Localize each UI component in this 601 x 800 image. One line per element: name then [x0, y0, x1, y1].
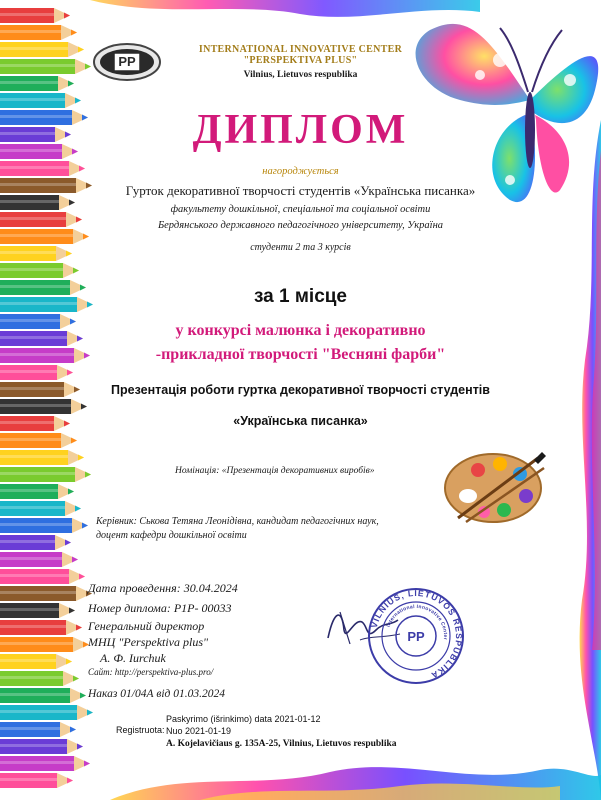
pencil-icon	[0, 399, 87, 414]
contest-line1: у конкурсі малюнка і декоративно	[175, 322, 426, 339]
registration-line2: Nuo 2021-01-19	[166, 726, 232, 736]
awarded-label: нагороджується	[262, 166, 339, 177]
leader-line2: доцент кафедри дошкільної освіти	[96, 530, 247, 541]
pencil-icon	[0, 688, 86, 703]
faculty-line: факультету дошкільної, спеціальної та соціальної освіти	[170, 204, 431, 215]
pencil-icon	[0, 637, 89, 652]
pencil-icon	[0, 518, 88, 533]
pencil-icon	[0, 603, 75, 618]
pencil-icon	[0, 569, 85, 584]
pencil-icon	[0, 739, 83, 754]
pencil-icon	[0, 484, 74, 499]
pencil-icon	[0, 620, 82, 635]
pencil-icon	[0, 25, 77, 40]
org-name-line2: "PERSPEKTIVA PLUS"	[243, 55, 358, 66]
pencil-icon	[0, 722, 76, 737]
pencil-icon	[0, 586, 92, 601]
org-location: Vilnius, Lietuvos respublika	[243, 70, 358, 80]
director-name: А. Ф. Iurchuk	[100, 651, 166, 665]
order-number: Наказ 01/04А від 01.03.2024	[88, 688, 225, 700]
pencil-icon	[0, 773, 73, 788]
org-name-line1: INTERNATIONAL INNOVATIVE CENTER	[198, 44, 403, 55]
stamp-ring-text: VILNIUS, LIETUVOS RESPUBLIKA	[368, 587, 465, 681]
official-stamp	[366, 586, 466, 686]
director-title: Генеральний директор	[88, 619, 205, 633]
pencil-icon	[0, 450, 84, 465]
registration-address: A. Kojelavičiaus g. 135A-25, Vilnius, Lietuvos respublika	[166, 739, 397, 749]
pencil-icon	[0, 365, 73, 380]
award-place: за 1 місце	[253, 286, 348, 307]
stamp-center-text: PP	[407, 629, 425, 644]
pencil-icon	[0, 433, 77, 448]
work-title-line2: «Українська писанка»	[233, 414, 368, 428]
diploma-title: ДИПЛОМ	[192, 107, 409, 153]
university-line: Бердянського державного педагогічного університету, Україна	[157, 220, 444, 231]
event-date: Дата проведення: 30.04.2024	[88, 581, 238, 595]
nomination: Номінація: «Презентація декоративних виробів»	[175, 466, 375, 476]
students-line: студенти 2 та 3 курсів	[250, 242, 351, 253]
contest-line2: -прикладної творчості "Весняні фарби"	[155, 346, 446, 363]
logo-text: PP	[118, 54, 136, 69]
leader-line1: Керівник: Ськова Тетяна Леонідівна, кандидат педагогічних наук,	[96, 516, 379, 527]
registration-label: Registruota:	[116, 725, 165, 735]
pencil-icon	[0, 756, 90, 771]
pencil-icon	[0, 467, 91, 482]
pencil-icon	[0, 705, 93, 720]
pencil-icon	[0, 535, 71, 550]
stamp-inner-text: International Innovative Center	[385, 603, 449, 641]
pencil-icon	[0, 552, 78, 567]
director-org: МНЦ "Perspektiva plus"	[88, 635, 209, 649]
diploma-number: Номер диплома: P1P- 00033	[88, 601, 232, 615]
pencil-icon	[0, 263, 79, 278]
pencil-icon	[0, 501, 81, 516]
work-title-line1: Презентація роботи гуртка декоративної творчості студентів	[111, 383, 490, 397]
pencil-icon	[0, 671, 79, 686]
recipient-name: Гурток декоративної творчості студентів «Українська писанка»	[125, 183, 476, 198]
site-link: Сайт: http://perspektiva-plus.pro/	[88, 667, 214, 677]
pencil-icon	[0, 654, 72, 669]
registration-line1: Paskyrimo (išrinkimo) data 2021-01-12	[166, 714, 321, 724]
